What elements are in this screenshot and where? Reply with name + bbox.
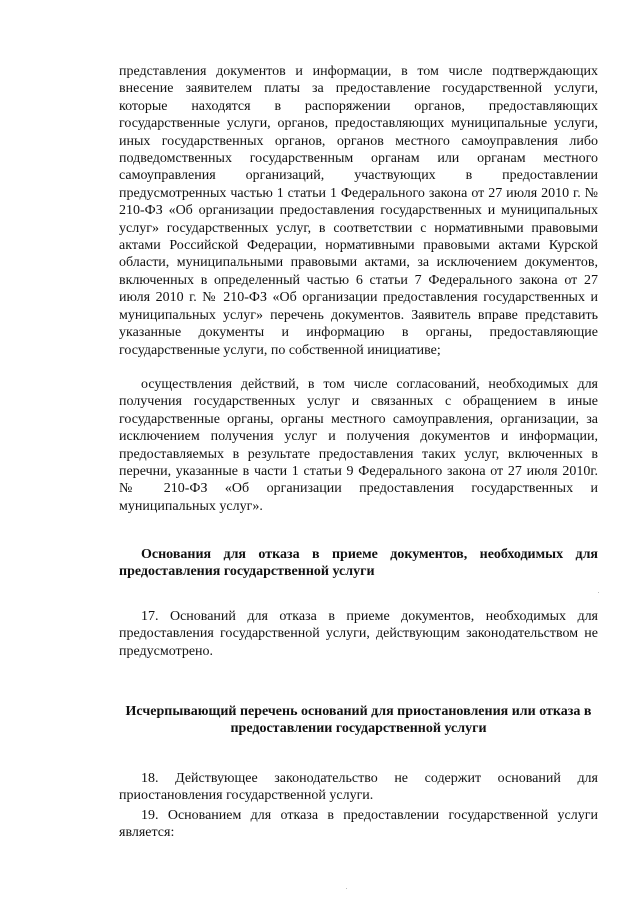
paragraph-block-4 (119, 770, 598, 842)
scan-speck (346, 888, 347, 889)
heading-suspension-grounds: Исчерпывающий перечень оснований для приостановления или отказа в предоставлении государственной услуги (125, 704, 592, 737)
paragraph-actions: осуществления действий, в том числе согласований, необходимых для получения государственных услуг и связанных с обращением в иные государственные органы, органы местного самоуправления, организации, за исключением получения услуг и получения документов и информации, предоставляемых в результате предоставления таких услуг, включенных в перечни, указанные в части 1 статьи 9 Федерального закона от 27 июля 2010г. № 210-ФЗ «Об организации предоставления государственных и муниципальных услуг». (119, 377, 598, 514)
paragraph-block-2 (119, 376, 598, 515)
section-heading-2 (119, 703, 598, 738)
paragraph-19: 19. Основанием для отказа в предоставлении государственной услуги является: (119, 807, 598, 841)
heading-refusal-grounds: Основания для отказа в приеме документов, необходимых для предоставления государственной услуги (119, 547, 598, 580)
paragraph-documents-info: представления документов и информации, в том числе подтверждающих внесение заявителем платы за предоставление государственной услуги, которые находятся в распоряжении органов, предоставляющих государственные услуги, органов, предоставляющих муниципальные услуги, иных государственных органов, органов местного самоуправления либо подведомственных государственным органам или органам местного самоуправления организаций, участвующих в предоставлении предусмотренных частью 1 статьи 1 Федерального закона от 27 июля 2010 г. № 210-ФЗ «Об организации предоставления государственных и муниципальных услуг» государственных услуг, в соответствии с нормативными правовыми актами Российской Федерации, нормативными правовыми актами Курской области, муниципальными правовыми актами, за исключением документов, включенных в определенный частью 6 статьи 7 Федерального закона от 27 июля 2010 г. № 210-ФЗ «Об организации предоставления государственных и муниципальных услуг» перечень документов. Заявитель вправе представить указанные документы и информацию в органы, предоставляющие государственные услуги, по собственной инициативе; (119, 64, 598, 358)
paragraph-block-3 (119, 608, 598, 660)
scan-speck (598, 592, 599, 593)
paragraph-17: 17. Оснований для отказа в приеме документов, необходимых для предоставления государственной услуги, действующим законодательством не предусмотрено. (119, 609, 598, 659)
section-heading-1 (119, 546, 598, 581)
paragraph-block-1 (119, 63, 598, 359)
paragraph-18: 18. Действующее законодательство не содержит оснований для приостановления государственной услуги. (119, 771, 598, 804)
